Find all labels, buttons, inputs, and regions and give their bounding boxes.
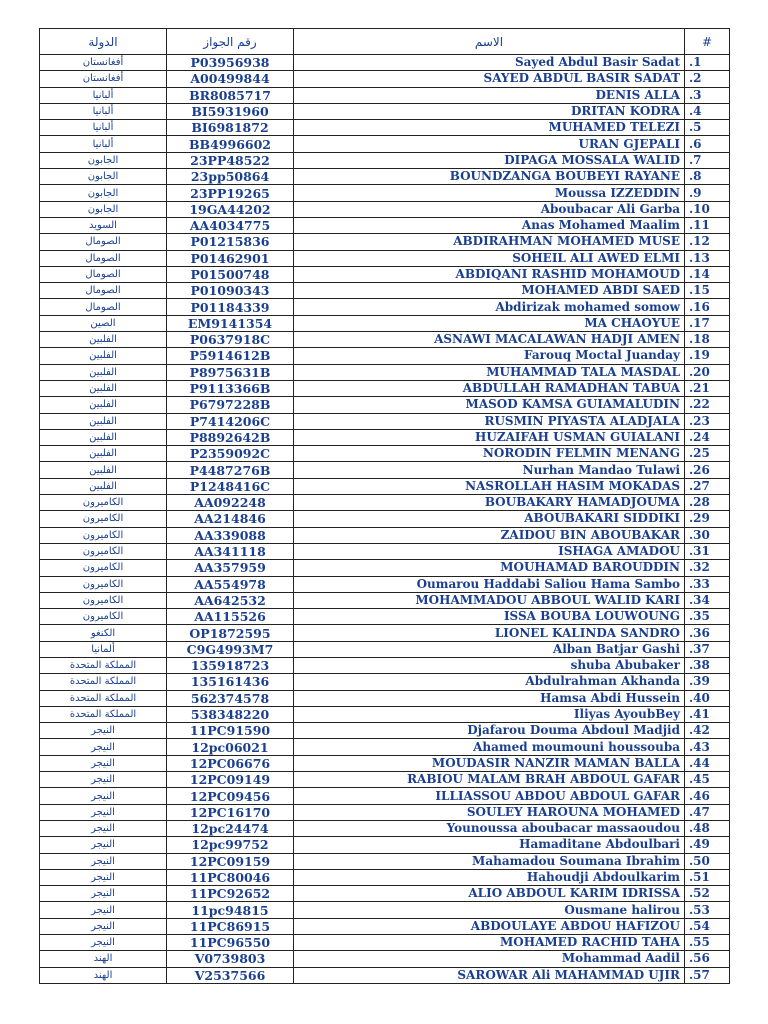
table-row — [40, 332, 730, 348]
number-cell: .32 — [685, 560, 730, 576]
country-cell: الصومال — [40, 250, 167, 266]
number-cell: .52 — [685, 886, 730, 902]
table-row — [40, 837, 730, 853]
number-cell: .31 — [685, 543, 730, 559]
number-cell: .49 — [685, 837, 730, 853]
table-row — [40, 820, 730, 836]
name-cell: ILLIASSOU ABDOU ABDOUL GAFAR — [294, 788, 685, 804]
table-row — [40, 869, 730, 885]
number-cell: .47 — [685, 804, 730, 820]
passport-cell: P5914612B — [167, 348, 294, 364]
name-cell: Ousmane halirou — [294, 902, 685, 918]
country-cell: الفلبين — [40, 446, 167, 462]
passport-cell: AA214846 — [167, 511, 294, 527]
number-cell: .55 — [685, 935, 730, 951]
passport-cell: P01090343 — [167, 283, 294, 299]
name-cell: ALIO ABDOUL KARIM IDRISSA — [294, 886, 685, 902]
name-cell: RABIOU MALAM BRAH ABDOUL GAFAR — [294, 772, 685, 788]
table-row — [40, 609, 730, 625]
table-row — [40, 201, 730, 217]
table-row — [40, 364, 730, 380]
name-cell: ZAIDOU BIN ABOUBAKAR — [294, 527, 685, 543]
name-cell: DRITAN KODRA — [294, 103, 685, 119]
passport-cell: AA092248 — [167, 495, 294, 511]
passport-cell: P8975631B — [167, 364, 294, 380]
table-row — [40, 706, 730, 722]
passport-cell: 19GA44202 — [167, 201, 294, 217]
country-cell: الكاميرون — [40, 592, 167, 608]
name-cell: Nurhan Mandao Tulawi — [294, 462, 685, 478]
passport-cell: 23PP48522 — [167, 152, 294, 168]
passport-cell: 12PC06676 — [167, 755, 294, 771]
country-cell: الصومال — [40, 299, 167, 315]
name-cell: DIPAGA MOSSALA WALID — [294, 152, 685, 168]
passport-cell: 12PC16170 — [167, 804, 294, 820]
number-cell: .53 — [685, 902, 730, 918]
passport-cell: V0739803 — [167, 951, 294, 967]
table-row — [40, 641, 730, 657]
number-cell: .33 — [685, 576, 730, 592]
table-row — [40, 413, 730, 429]
country-cell: أفغانستان — [40, 55, 167, 71]
number-cell: .41 — [685, 706, 730, 722]
passport-cell: AA115526 — [167, 609, 294, 625]
name-cell: URAN GJEPALI — [294, 136, 685, 152]
passport-cell: P8892642B — [167, 429, 294, 445]
table-row — [40, 136, 730, 152]
name-cell: Abdulrahman Akhanda — [294, 674, 685, 690]
passport-cell: AA339088 — [167, 527, 294, 543]
number-cell: .29 — [685, 511, 730, 527]
table-row — [40, 625, 730, 641]
name-cell: ABDIRAHMAN MOHAMED MUSE — [294, 234, 685, 250]
number-cell: .36 — [685, 625, 730, 641]
number-cell: .24 — [685, 429, 730, 445]
table-row — [40, 103, 730, 119]
name-cell: DENIS ALLA — [294, 87, 685, 103]
table-body — [40, 55, 730, 984]
table-row — [40, 592, 730, 608]
table-row — [40, 185, 730, 201]
passport-cell: 11pc94815 — [167, 902, 294, 918]
country-cell: الكنغو — [40, 625, 167, 641]
table-row — [40, 169, 730, 185]
table-row — [40, 527, 730, 543]
country-cell: النيجر — [40, 837, 167, 853]
passport-cell: 11PC86915 — [167, 918, 294, 934]
number-cell: .14 — [685, 266, 730, 282]
passport-cell: C9G4993M7 — [167, 641, 294, 657]
number-cell: .20 — [685, 364, 730, 380]
passport-cell: BI5931960 — [167, 103, 294, 119]
name-cell: Oumarou Haddabi Saliou Hama Sambo — [294, 576, 685, 592]
country-cell: الصومال — [40, 283, 167, 299]
table-row — [40, 283, 730, 299]
country-cell: الكاميرون — [40, 560, 167, 576]
passport-cell: AA642532 — [167, 592, 294, 608]
name-cell: SAYED ABDUL BASIR SADAT — [294, 71, 685, 87]
passport-cell: AA357959 — [167, 560, 294, 576]
name-cell: ISHAGA AMADOU — [294, 543, 685, 559]
country-cell: النيجر — [40, 886, 167, 902]
country-cell: الفلبين — [40, 348, 167, 364]
name-cell: ISSA BOUBA LOUWOUNG — [294, 609, 685, 625]
country-cell: الهند — [40, 951, 167, 967]
name-cell: ABDIQANI RASHID MOHAMOUD — [294, 266, 685, 282]
name-cell: ABDULLAH RAMADHAN TABUA — [294, 380, 685, 396]
name-cell: NASROLLAH HASIM MOKADAS — [294, 478, 685, 494]
passport-cell: 12PC09149 — [167, 772, 294, 788]
number-cell: .10 — [685, 201, 730, 217]
table-row — [40, 348, 730, 364]
country-cell: النيجر — [40, 755, 167, 771]
passport-cell: 135161436 — [167, 674, 294, 690]
passport-cell: P7414206C — [167, 413, 294, 429]
table-row — [40, 71, 730, 87]
passport-cell: P1248416C — [167, 478, 294, 494]
country-cell: الصومال — [40, 234, 167, 250]
country-cell: الجابون — [40, 152, 167, 168]
name-cell: MOUDASIR NANZIR MAMAN BALLA — [294, 755, 685, 771]
country-cell: المملكة المتحدة — [40, 674, 167, 690]
table-row — [40, 87, 730, 103]
number-cell: .28 — [685, 495, 730, 511]
name-cell: Anas Mohamed Maalim — [294, 217, 685, 233]
name-cell: NORODIN FELMIN MENANG — [294, 446, 685, 462]
table-row — [40, 755, 730, 771]
name-cell: ABOUBAKARI SIDDIKI — [294, 511, 685, 527]
number-cell: .45 — [685, 772, 730, 788]
table-row — [40, 234, 730, 250]
passport-cell: P0637918C — [167, 332, 294, 348]
passport-cell: BB4996602 — [167, 136, 294, 152]
number-cell: .40 — [685, 690, 730, 706]
name-cell: SAROWAR Ali MAHAMMAD UJIR — [294, 967, 685, 983]
country-cell: النيجر — [40, 853, 167, 869]
passport-cell: 12PC09159 — [167, 853, 294, 869]
country-cell: أفغانستان — [40, 71, 167, 87]
country-cell: الجابون — [40, 169, 167, 185]
table-row — [40, 902, 730, 918]
name-cell: Moussa IZZEDDIN — [294, 185, 685, 201]
country-cell: الصين — [40, 315, 167, 331]
number-cell: .27 — [685, 478, 730, 494]
number-cell: .54 — [685, 918, 730, 934]
table-row — [40, 967, 730, 983]
country-cell: النيجر — [40, 902, 167, 918]
country-cell: الكاميرون — [40, 609, 167, 625]
country-cell: ألبانيا — [40, 120, 167, 136]
passport-cell: V2537566 — [167, 967, 294, 983]
table-row — [40, 886, 730, 902]
number-cell: .22 — [685, 397, 730, 413]
name-cell: Mahamadou Soumana Ibrahim — [294, 853, 685, 869]
number-cell: .38 — [685, 657, 730, 673]
country-cell: الفلبين — [40, 364, 167, 380]
table-row — [40, 299, 730, 315]
number-cell: .39 — [685, 674, 730, 690]
passport-cell: 12pc24474 — [167, 820, 294, 836]
passport-cell: 12pc99752 — [167, 837, 294, 853]
table-row — [40, 739, 730, 755]
table-row — [40, 120, 730, 136]
table-row — [40, 690, 730, 706]
name-cell: BOUNDZANGA BOUBEYI RAYANE — [294, 169, 685, 185]
number-cell: .13 — [685, 250, 730, 266]
table-row — [40, 560, 730, 576]
passport-cell: P01462901 — [167, 250, 294, 266]
number-cell: .5 — [685, 120, 730, 136]
number-cell: .9 — [685, 185, 730, 201]
table-row — [40, 429, 730, 445]
passport-cell: 11PC92652 — [167, 886, 294, 902]
number-cell: .37 — [685, 641, 730, 657]
number-cell: .7 — [685, 152, 730, 168]
table-row — [40, 217, 730, 233]
country-cell: الفلبين — [40, 332, 167, 348]
passport-cell: P4487276B — [167, 462, 294, 478]
number-cell: .56 — [685, 951, 730, 967]
number-cell: .25 — [685, 446, 730, 462]
number-cell: .4 — [685, 103, 730, 119]
table-row — [40, 250, 730, 266]
country-cell: الجابون — [40, 185, 167, 201]
country-cell: ألمانيا — [40, 641, 167, 657]
table-header — [40, 29, 730, 55]
passport-list-table — [39, 28, 730, 984]
number-cell: .21 — [685, 380, 730, 396]
passport-cell: OP1872595 — [167, 625, 294, 641]
country-cell: الفلبين — [40, 380, 167, 396]
name-cell: Djafarou Douma Abdoul Madjid — [294, 723, 685, 739]
number-cell: .11 — [685, 217, 730, 233]
name-cell: SOHEIL ALI AWED ELMI — [294, 250, 685, 266]
passport-cell: AA341118 — [167, 543, 294, 559]
country-cell: الكاميرون — [40, 543, 167, 559]
number-cell: .50 — [685, 853, 730, 869]
passport-cell: 538348220 — [167, 706, 294, 722]
table-row — [40, 788, 730, 804]
table-row — [40, 576, 730, 592]
name-cell: Younoussa aboubacar massaoudou — [294, 820, 685, 836]
number-cell: .3 — [685, 87, 730, 103]
name-cell: Aboubacar Ali Garba — [294, 201, 685, 217]
country-cell: المملكة المتحدة — [40, 706, 167, 722]
number-cell: .1 — [685, 55, 730, 71]
passport-cell: P03956938 — [167, 55, 294, 71]
number-cell: .2 — [685, 71, 730, 87]
passport-cell: 135918723 — [167, 657, 294, 673]
number-cell: .12 — [685, 234, 730, 250]
country-cell: النيجر — [40, 788, 167, 804]
passport-cell: 12pc06021 — [167, 739, 294, 755]
passport-cell: P2359092C — [167, 446, 294, 462]
table-row — [40, 657, 730, 673]
passport-cell: 11PC80046 — [167, 869, 294, 885]
name-cell: HUZAIFAH USMAN GUIALANI — [294, 429, 685, 445]
table-row — [40, 772, 730, 788]
name-cell: Ahamed moumouni houssouba — [294, 739, 685, 755]
number-cell: .18 — [685, 332, 730, 348]
passport-cell: P6797228B — [167, 397, 294, 413]
header-country: الدولة — [40, 29, 167, 55]
passport-cell: 23pp50864 — [167, 169, 294, 185]
passport-cell: 12PC09456 — [167, 788, 294, 804]
number-cell: .23 — [685, 413, 730, 429]
name-cell: LIONEL KALINDA SANDRO — [294, 625, 685, 641]
country-cell: النيجر — [40, 935, 167, 951]
passport-cell: P01184339 — [167, 299, 294, 315]
name-cell: BOUBAKARY HAMADJOUMA — [294, 495, 685, 511]
number-cell: .6 — [685, 136, 730, 152]
table-row — [40, 674, 730, 690]
number-cell: .17 — [685, 315, 730, 331]
table-row — [40, 853, 730, 869]
table-row — [40, 918, 730, 934]
name-cell: Iliyas AyoubBey — [294, 706, 685, 722]
country-cell: النيجر — [40, 820, 167, 836]
table-row — [40, 462, 730, 478]
passport-cell: EM9141354 — [167, 315, 294, 331]
header-number: # — [685, 29, 730, 55]
name-cell: MOHAMED ABDI SAED — [294, 283, 685, 299]
name-cell: MOHAMMADOU ABBOUL WALID KARI — [294, 592, 685, 608]
country-cell: الفلبين — [40, 478, 167, 494]
name-cell: Alban Batjar Gashi — [294, 641, 685, 657]
name-cell: MUHAMMAD TALA MASDAL — [294, 364, 685, 380]
country-cell: النيجر — [40, 739, 167, 755]
passport-cell: 23PP19265 — [167, 185, 294, 201]
table-row — [40, 446, 730, 462]
number-cell: .35 — [685, 609, 730, 625]
name-cell: Hahoudji Abdoulkarim — [294, 869, 685, 885]
table-row — [40, 152, 730, 168]
name-cell: Hamsa Abdi Hussein — [294, 690, 685, 706]
country-cell: النيجر — [40, 918, 167, 934]
name-cell: Sayed Abdul Basir Sadat — [294, 55, 685, 71]
number-cell: .51 — [685, 869, 730, 885]
number-cell: .57 — [685, 967, 730, 983]
name-cell: Hamaditane Abdoulbari — [294, 837, 685, 853]
country-cell: الفلبين — [40, 429, 167, 445]
country-cell: الكاميرون — [40, 576, 167, 592]
passport-cell: 562374578 — [167, 690, 294, 706]
number-cell: .15 — [685, 283, 730, 299]
name-cell: Mohammad Aadil — [294, 951, 685, 967]
number-cell: .42 — [685, 723, 730, 739]
name-cell: MASOD KAMSA GUIAMALUDIN — [294, 397, 685, 413]
passport-cell: P01500748 — [167, 266, 294, 282]
country-cell: المملكة المتحدة — [40, 657, 167, 673]
country-cell: الفلبين — [40, 397, 167, 413]
name-cell: MUHAMED TELEZI — [294, 120, 685, 136]
table-row — [40, 55, 730, 71]
country-cell: ألبانيا — [40, 87, 167, 103]
number-cell: .46 — [685, 788, 730, 804]
table-row — [40, 723, 730, 739]
passport-cell: 11PC91590 — [167, 723, 294, 739]
number-cell: .48 — [685, 820, 730, 836]
number-cell: .8 — [685, 169, 730, 185]
country-cell: السويد — [40, 217, 167, 233]
name-cell: Farouq Moctal Juanday — [294, 348, 685, 364]
table-row — [40, 397, 730, 413]
number-cell: .16 — [685, 299, 730, 315]
country-cell: النيجر — [40, 772, 167, 788]
passport-cell: P01215836 — [167, 234, 294, 250]
name-cell: ASNAWI MACALAWAN HADJI AMEN — [294, 332, 685, 348]
passport-cell: P9113366B — [167, 380, 294, 396]
passport-cell: AA4034775 — [167, 217, 294, 233]
table-row — [40, 495, 730, 511]
table-row — [40, 380, 730, 396]
country-cell: ألبانيا — [40, 136, 167, 152]
country-cell: الكاميرون — [40, 527, 167, 543]
header-passport: رقم الجواز — [167, 29, 294, 55]
passport-cell: AA554978 — [167, 576, 294, 592]
name-cell: MA CHAOYUE — [294, 315, 685, 331]
passport-cell: BI6981872 — [167, 120, 294, 136]
table-row — [40, 804, 730, 820]
country-cell: الكاميرون — [40, 495, 167, 511]
table-row — [40, 266, 730, 282]
number-cell: .44 — [685, 755, 730, 771]
country-cell: ألبانيا — [40, 103, 167, 119]
number-cell: .34 — [685, 592, 730, 608]
table-row — [40, 935, 730, 951]
country-cell: الكاميرون — [40, 511, 167, 527]
country-cell: الفلبين — [40, 413, 167, 429]
number-cell: .30 — [685, 527, 730, 543]
country-cell: النيجر — [40, 723, 167, 739]
country-cell: الصومال — [40, 266, 167, 282]
name-cell: ABDOULAYE ABDOU HAFIZOU — [294, 918, 685, 934]
name-cell: MOUHAMAD BAROUDDIN — [294, 560, 685, 576]
passport-cell: BR8085717 — [167, 87, 294, 103]
name-cell: shuba Abubaker — [294, 657, 685, 673]
header-row — [40, 29, 730, 55]
country-cell: الفلبين — [40, 462, 167, 478]
country-cell: النيجر — [40, 869, 167, 885]
country-cell: المملكة المتحدة — [40, 690, 167, 706]
table-row — [40, 951, 730, 967]
country-cell: الجابون — [40, 201, 167, 217]
name-cell: RUSMIN PIYASTA ALADJALA — [294, 413, 685, 429]
table-row — [40, 315, 730, 331]
number-cell: .19 — [685, 348, 730, 364]
table-row — [40, 478, 730, 494]
name-cell: Abdirizak mohamed somow — [294, 299, 685, 315]
country-cell: النيجر — [40, 804, 167, 820]
number-cell: .26 — [685, 462, 730, 478]
name-cell: SOULEY HAROUNA MOHAMED — [294, 804, 685, 820]
passport-cell: 11PC96550 — [167, 935, 294, 951]
header-name: الاسم — [294, 29, 685, 55]
passport-cell: A00499844 — [167, 71, 294, 87]
name-cell: MOHAMED RACHID TAHA — [294, 935, 685, 951]
table-row — [40, 543, 730, 559]
table-row — [40, 511, 730, 527]
country-cell: الهند — [40, 967, 167, 983]
number-cell: .43 — [685, 739, 730, 755]
